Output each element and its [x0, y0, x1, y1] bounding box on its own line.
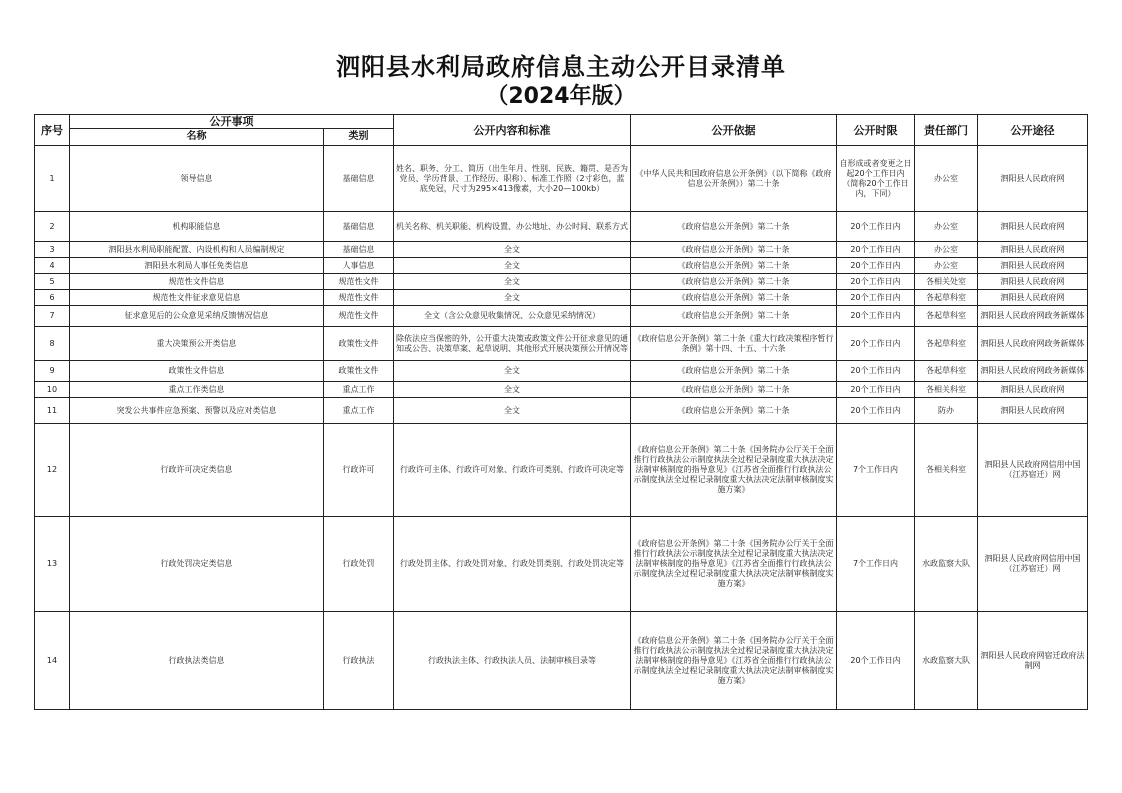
header-basis: 公开依据: [631, 115, 837, 146]
table-row: [35, 258, 1088, 274]
row-dept: 各相关科室: [915, 424, 978, 517]
row-time: 20个工作日内: [837, 306, 915, 327]
table-row: [35, 274, 1088, 290]
row-content: 全文: [394, 242, 631, 258]
row-basis: 《政府信息公开条例》第二十条: [631, 258, 837, 274]
row-content: 全文: [394, 382, 631, 398]
table-row: [35, 212, 1088, 242]
row-category: 行政许可: [324, 424, 394, 517]
table-row: [35, 242, 1088, 258]
row-content: 全文: [394, 258, 631, 274]
row-content: 全文: [394, 290, 631, 306]
row-time: 20个工作日内: [837, 258, 915, 274]
header-content: 公开内容和标准: [394, 115, 631, 146]
row-category: 政策性文件: [324, 327, 394, 361]
row-name: 重大决策预公开类信息: [70, 327, 324, 361]
row-dept: 各起草科室: [915, 327, 978, 361]
table-row: [35, 424, 1088, 517]
row-name: 政策性文件信息: [70, 361, 324, 382]
row-basis: 《政府信息公开条例》第二十条: [631, 290, 837, 306]
row-dept: 各起草科室: [915, 306, 978, 327]
table-row: [35, 398, 1088, 424]
table-row: [35, 306, 1088, 327]
row-seq: 7: [35, 306, 70, 327]
row-channel: 泗阳县人民政府网: [978, 258, 1088, 274]
row-channel: 泗阳县人民政府网: [978, 274, 1088, 290]
row-time: 20个工作日内: [837, 612, 915, 710]
row-dept: 办公室: [915, 146, 978, 212]
row-name: 泗阳县水利局职能配置、内设机构和人员编制规定: [70, 242, 324, 258]
row-channel: 泗阳县人民政府网信用中国（江苏宿迁）网: [978, 424, 1088, 517]
row-channel: 泗阳县人民政府网: [978, 212, 1088, 242]
row-name: 泗阳县水利局人事任免类信息: [70, 258, 324, 274]
row-basis: 《政府信息公开条例》第二十条: [631, 212, 837, 242]
row-category: 基础信息: [324, 146, 394, 212]
row-content: 全文: [394, 398, 631, 424]
row-content: 姓名、职务、分工、简历（出生年月、性别、民族、籍贯、是否为党员、学历背景、工作经历、职称）、标准工作照（2寸彩色，蓝底免冠，尺寸为295×413像素，大小20—100kb）: [394, 146, 631, 212]
catalog-table: [34, 114, 1088, 710]
row-category: 行政处罚: [324, 517, 394, 612]
row-content: 全文（含公众意见收集情况、公众意见采纳情况）: [394, 306, 631, 327]
row-dept: 办公室: [915, 212, 978, 242]
header-item-group: 公开事项: [70, 115, 394, 129]
row-channel: 泗阳县人民政府网信用中国（江苏宿迁）网: [978, 517, 1088, 612]
row-time: 20个工作日内: [837, 382, 915, 398]
row-category: 规范性文件: [324, 274, 394, 290]
row-dept: 防办: [915, 398, 978, 424]
row-time: 7个工作日内: [837, 517, 915, 612]
row-basis: 《政府信息公开条例》第二十条: [631, 382, 837, 398]
row-basis: 《政府信息公开条例》第二十条《国务院办公厅关于全面推行行政执法公示制度执法全过程记录制度重大执法决定法制审核制度的指导意见》《江苏省全面推行行政执法公示制度执法全过程记录制度重大执法决定法制审核制度实施方案》: [631, 424, 837, 517]
row-content: 机关名称、机关职能、机构设置、办公地址、办公时间、联系方式: [394, 212, 631, 242]
row-channel: 泗阳县人民政府网政务新媒体: [978, 327, 1088, 361]
row-seq: 1: [35, 146, 70, 212]
row-channel: 泗阳县人民政府网: [978, 382, 1088, 398]
row-dept: 水政监察大队: [915, 612, 978, 710]
row-time: 20个工作日内: [837, 398, 915, 424]
row-time: 自形成或者变更之日起20个工作日内（简称20个工作日内，下同）: [837, 146, 915, 212]
header-category: 类别: [324, 129, 394, 146]
row-channel: 泗阳县人民政府网: [978, 398, 1088, 424]
row-channel: 泗阳县人民政府网政务新媒体: [978, 361, 1088, 382]
row-basis: 《政府信息公开条例》第二十条《重大行政决策程序暂行条例》第十四、十五、十六条: [631, 327, 837, 361]
row-name: 机构职能信息: [70, 212, 324, 242]
table-row: [35, 327, 1088, 361]
row-time: 20个工作日内: [837, 290, 915, 306]
row-seq: 4: [35, 258, 70, 274]
row-dept: 各起草科室: [915, 361, 978, 382]
row-time: 20个工作日内: [837, 242, 915, 258]
header-dept: 责任部门: [915, 115, 978, 146]
row-seq: 5: [35, 274, 70, 290]
table-row: [35, 290, 1088, 306]
header-name: 名称: [70, 129, 324, 146]
row-time: 20个工作日内: [837, 361, 915, 382]
page-subtitle: （2024年版）: [486, 84, 636, 109]
row-dept: 水政监察大队: [915, 517, 978, 612]
row-seq: 9: [35, 361, 70, 382]
row-seq: 8: [35, 327, 70, 361]
row-category: 政策性文件: [324, 361, 394, 382]
row-name: 规范性文件信息: [70, 274, 324, 290]
row-time: 7个工作日内: [837, 424, 915, 517]
row-name: 行政执法类信息: [70, 612, 324, 710]
row-category: 重点工作: [324, 382, 394, 398]
row-seq: 6: [35, 290, 70, 306]
row-dept: 各起草科室: [915, 290, 978, 306]
row-content: 行政许可主体、行政许可对象、行政许可类别、行政许可决定等: [394, 424, 631, 517]
row-name: 重点工作类信息: [70, 382, 324, 398]
row-category: 基础信息: [324, 212, 394, 242]
row-dept: 各相关科室: [915, 382, 978, 398]
row-category: 规范性文件: [324, 306, 394, 327]
row-content: 除依法应当保密的外，公开重大决策或政策文件公开征求意见的通知或公告、决策草案、起草说明、其他形式开展决策预公开情况等: [394, 327, 631, 361]
row-content: 行政执法主体、行政执法人员、法制审核目录等: [394, 612, 631, 710]
row-content: 行政处罚主体、行政处罚对象、行政处罚类别、行政处罚决定等: [394, 517, 631, 612]
table-body: [35, 146, 1088, 710]
row-name: 领导信息: [70, 146, 324, 212]
row-category: 人事信息: [324, 258, 394, 274]
row-time: 20个工作日内: [837, 274, 915, 290]
page-title: 泗阳县水利局政府信息主动公开目录清单: [336, 53, 786, 81]
row-category: 规范性文件: [324, 290, 394, 306]
header-channel: 公开途径: [978, 115, 1088, 146]
row-basis: 《政府信息公开条例》第二十条: [631, 242, 837, 258]
row-time: 20个工作日内: [837, 327, 915, 361]
row-dept: 各相关处室: [915, 274, 978, 290]
row-channel: 泗阳县人民政府网宿迁政府法制网: [978, 612, 1088, 710]
header-time: 公开时限: [837, 115, 915, 146]
row-seq: 2: [35, 212, 70, 242]
row-seq: 13: [35, 517, 70, 612]
row-content: 全文: [394, 361, 631, 382]
row-basis: 《政府信息公开条例》第二十条: [631, 274, 837, 290]
row-basis: 《政府信息公开条例》第二十条: [631, 306, 837, 327]
row-dept: 办公室: [915, 242, 978, 258]
row-basis: 《中华人民共和国政府信息公开条例》（以下简称《政府信息公开条例》）第二十条: [631, 146, 837, 212]
row-name: 行政许可决定类信息: [70, 424, 324, 517]
row-basis: 《政府信息公开条例》第二十条: [631, 361, 837, 382]
table-row: [35, 382, 1088, 398]
row-channel: 泗阳县人民政府网: [978, 146, 1088, 212]
row-channel: 泗阳县人民政府网: [978, 290, 1088, 306]
table-row: [35, 146, 1088, 212]
row-seq: 11: [35, 398, 70, 424]
row-seq: 3: [35, 242, 70, 258]
table-row: [35, 517, 1088, 612]
row-name: 行政处罚决定类信息: [70, 517, 324, 612]
row-basis: 《政府信息公开条例》第二十条《国务院办公厅关于全面推行行政执法公示制度执法全过程记录制度重大执法决定法制审核制度的指导意见》《江苏省全面推行行政执法公示制度执法全过程记录制度重大执法决定法制审核制度实施方案》: [631, 517, 837, 612]
row-name: 突发公共事件应急预案、预警以及应对类信息: [70, 398, 324, 424]
row-seq: 12: [35, 424, 70, 517]
row-channel: 泗阳县人民政府网: [978, 242, 1088, 258]
row-basis: 《政府信息公开条例》第二十条《国务院办公厅关于全面推行行政执法公示制度执法全过程记录制度重大执法决定法制审核制度的指导意见》《江苏省全面推行行政执法公示制度执法全过程记录制度重大执法决定法制审核制度实施方案》: [631, 612, 837, 710]
row-seq: 10: [35, 382, 70, 398]
table-row: [35, 612, 1088, 710]
row-content: 全文: [394, 274, 631, 290]
row-channel: 泗阳县人民政府网政务新媒体: [978, 306, 1088, 327]
table-row: [35, 361, 1088, 382]
header-seq: 序号: [35, 115, 70, 146]
row-category: 重点工作: [324, 398, 394, 424]
row-time: 20个工作日内: [837, 212, 915, 242]
row-basis: 《政府信息公开条例》第二十条: [631, 398, 837, 424]
row-name: 征求意见后的公众意见采纳反馈情况信息: [70, 306, 324, 327]
row-dept: 办公室: [915, 258, 978, 274]
row-category: 基础信息: [324, 242, 394, 258]
row-seq: 14: [35, 612, 70, 710]
row-name: 规范性文件征求意见信息: [70, 290, 324, 306]
row-category: 行政执法: [324, 612, 394, 710]
